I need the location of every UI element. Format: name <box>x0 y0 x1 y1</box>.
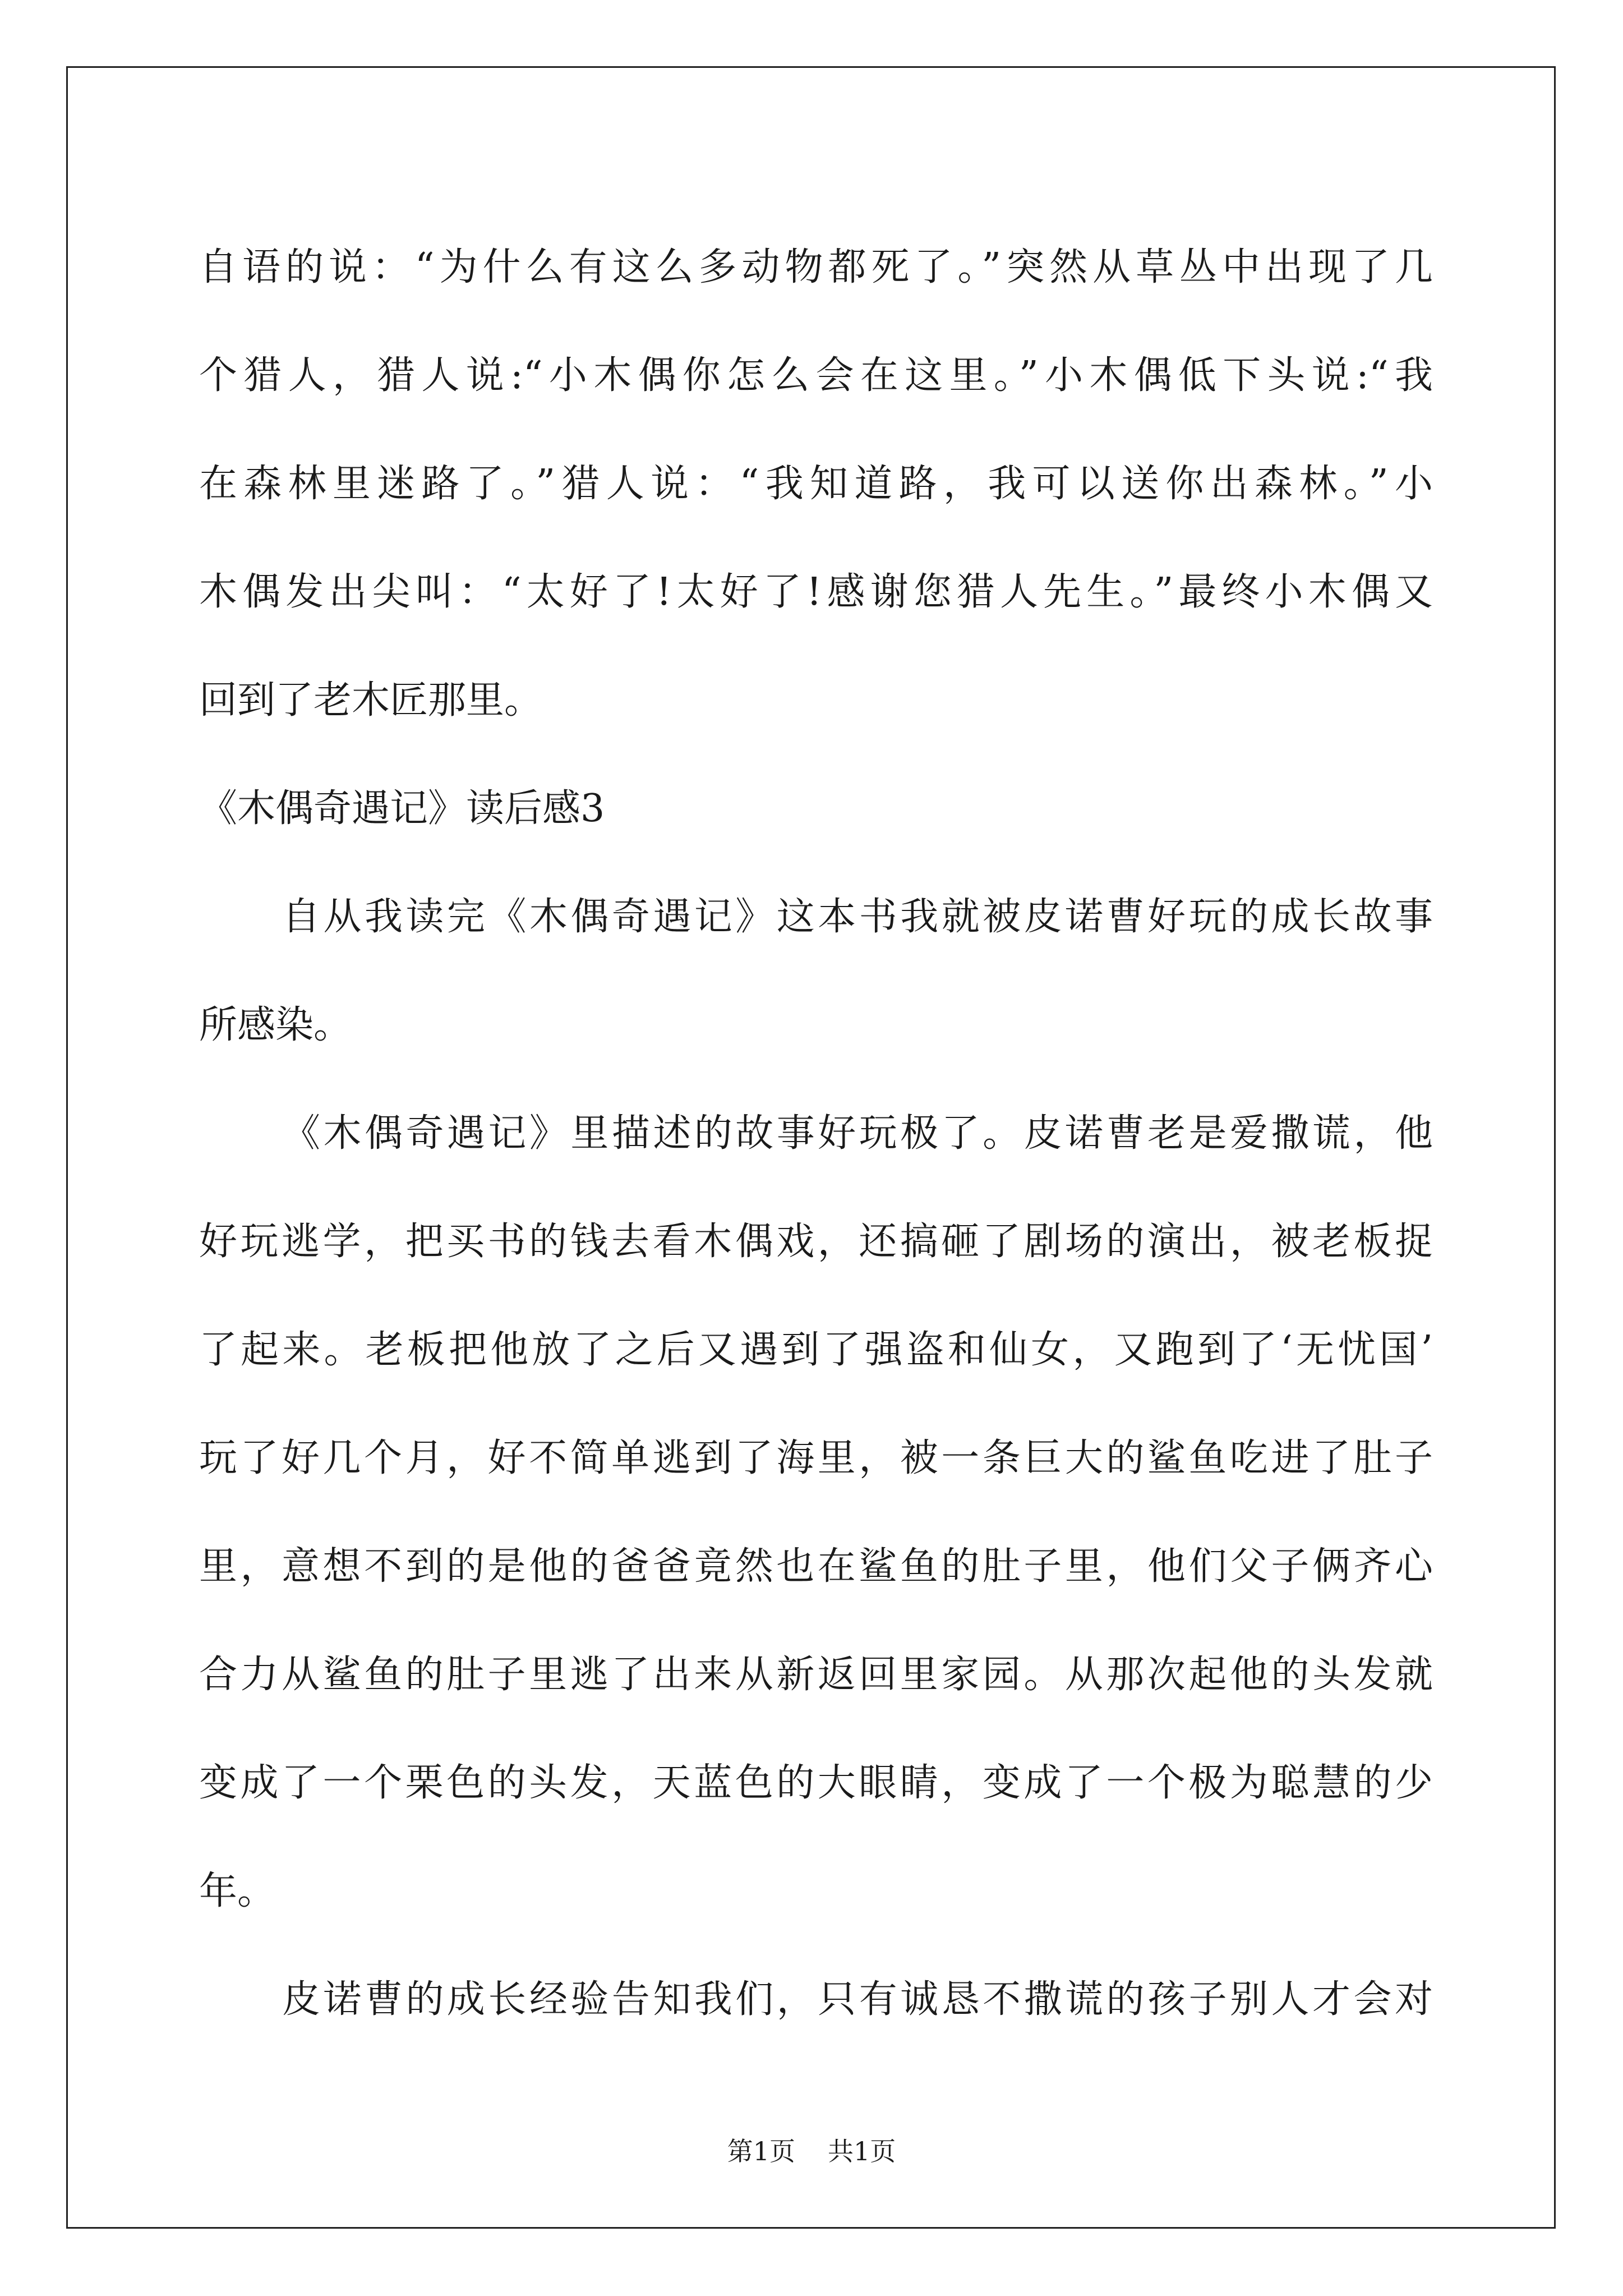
text-line: 变成了一个栗色的头发，天蓝色的大眼睛，变成了一个极为聪慧的少 <box>199 1761 1433 1805</box>
text-line: 木偶发出尖叫：“太好了!太好了!感谢您猎人先生。”最终小木偶又 <box>199 570 1433 614</box>
text-line: 好玩逃学，把买书的钱去看木偶戏，还搞砸了剧场的演出，被老板捉 <box>199 1220 1433 1264</box>
page-footer <box>0 2134 1623 2168</box>
document-body <box>199 213 1433 2054</box>
text-line: 自语的说：“为什么有这么多动物都死了。”突然从草丛中出现了几 <box>199 245 1433 289</box>
text-line: 玩了好几个月，好不简单逃到了海里，被一条巨大的鲨鱼吃进了肚子 <box>199 1436 1433 1480</box>
text-line: 了起来。老板把他放了之后又遇到了强盗和仙女，又跑到了‘无忧国’ <box>199 1328 1433 1372</box>
text-line: 合力从鲨鱼的肚子里逃了出来从新返回里家园。从那次起他的头发就 <box>199 1653 1433 1697</box>
text-line: 年。 <box>199 1869 276 1913</box>
text-line: 《木偶奇遇记》里描述的故事好玩极了。皮诺曹老是爱撒谎，他 <box>282 1111 1433 1156</box>
text-line: 里，意想不到的是他的爸爸竟然也在鲨鱼的肚子里，他们父子俩齐心 <box>199 1544 1433 1589</box>
page-number: 第1页 <box>727 2136 795 2166</box>
text-line: 自从我读完《木偶奇遇记》这本书我就被皮诺曹好玩的成长故事 <box>282 895 1433 939</box>
text-line: 所感染。 <box>199 1003 352 1047</box>
text-line: 在森林里迷路了。”猎人说：“我知道路，我可以送你出森林。”小 <box>199 462 1433 506</box>
page-total: 共1页 <box>828 2136 896 2166</box>
text-line: 回到了老木匠那里。 <box>199 678 543 723</box>
text-line: 皮诺曹的成长经验告知我们，只有诚恳不撒谎的孩子别人才会对 <box>282 1977 1433 2022</box>
text-line: 个猎人，猎人说:“小木偶你怎么会在这里。”小木偶低下头说:“我 <box>199 353 1433 398</box>
section-heading: 《木偶奇遇记》读后感3 <box>199 786 605 831</box>
